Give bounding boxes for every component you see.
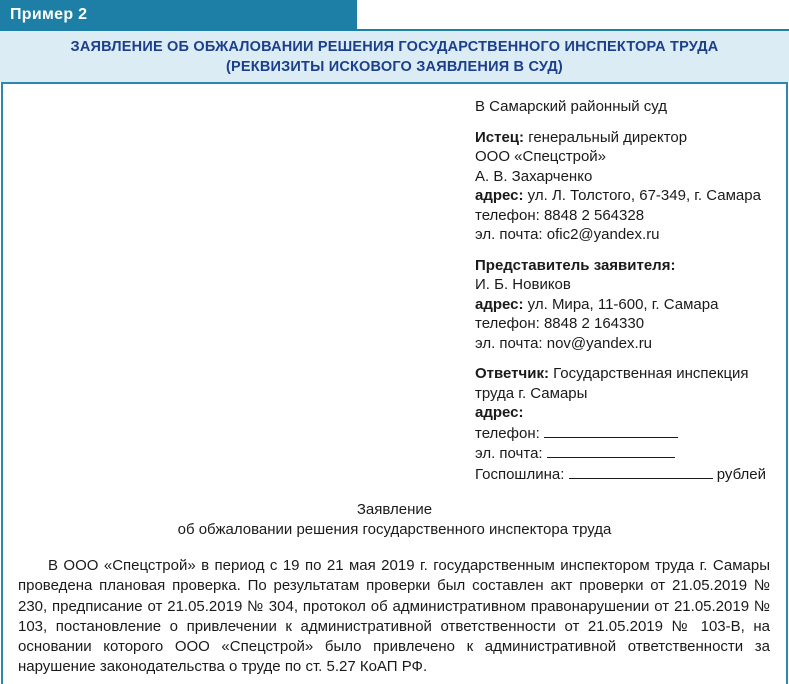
state-fee-label: Госпошлина: — [475, 465, 565, 483]
respondent-address-label: адрес: — [475, 404, 524, 421]
state-fee-unit: рублей — [716, 465, 766, 483]
respondent-email-line — [475, 443, 775, 464]
representative-email: эл. почта: nov@yandex.ru — [475, 334, 653, 352]
respondent-phone-line — [475, 423, 775, 444]
plaintiff-position: генеральный директор — [524, 128, 688, 146]
statement-title — [0, 500, 789, 540]
respondent-line — [475, 364, 775, 384]
plaintiff-email: эл. почта: ofic2@yandex.ru — [475, 226, 660, 243]
respondent-email-label: эл. почта: — [475, 445, 543, 462]
plaintiff-label: Истец: — [475, 128, 525, 146]
representative-address — [475, 295, 775, 315]
court-name: В Самарский районный суд — [475, 98, 668, 115]
example-tab — [0, 0, 357, 29]
respondent-org-part1: Государственная инспекция — [548, 365, 749, 382]
statement-title-line1: Заявление — [356, 501, 433, 518]
plaintiff-name: А. В. Захарченко — [475, 167, 593, 185]
respondent-label: Ответчик: — [475, 365, 549, 382]
statement-title-line2: об обжаловании решения государственного инспектора труда — [177, 521, 612, 538]
representative-address-label: адрес: — [475, 295, 524, 313]
respondent-address-line — [475, 403, 775, 423]
plaintiff-phone: телефон: 8848 2 564328 — [475, 206, 645, 224]
plaintiff-company: ООО «Спецстрой» — [475, 148, 607, 165]
representative-address-value: ул. Мира, 11-600, г. Самара — [523, 295, 719, 313]
state-fee-blank — [569, 464, 713, 479]
respondent-phone-label: телефон: — [475, 424, 540, 442]
header-subtitle: (РЕКВИЗИТЫ ИСКОВОГО ЗАЯВЛЕНИЯ В СУД) — [226, 59, 563, 75]
statement-body: В ООО «Спецстрой» в период с 19 по 21 мая 2019 г. государственным инспектором труда г. Самары проведена плановая проверка. По результатам проверки был составлен акт проверки от 21.05.2019 № 230, предписание от 21.05.2019 № 304, протокол об административном правонарушении от 21.05.2019 № 103, постановление о привлечении к административной ответственности от 21.05.2019 № 103-В, на основании которого ООО «Спецстрой» было привлечено к административной ответственности за нарушение законодательства о труде по ст. 5.27 КоАП РФ. — [18, 557, 770, 676]
respondent-email-blank — [547, 443, 675, 458]
header-title: ЗАЯВЛЕНИЕ ОБ ОБЖАЛОВАНИИ РЕШЕНИЯ ГОСУДАРСТВЕННОГО ИНСПЕКТОРА ТРУДА — [70, 39, 719, 55]
respondent-org-part2: труда г. Самары — [475, 384, 588, 402]
respondent-phone-blank — [544, 423, 678, 438]
plaintiff-address-value: ул. Л. Толстого, 67-349, г. Самара — [523, 187, 761, 204]
plaintiff-line — [475, 128, 775, 148]
plaintiff-address — [475, 186, 775, 206]
plaintiff-address-label: адрес: — [475, 187, 524, 204]
state-fee-line — [475, 464, 775, 485]
representative-phone: телефон: 8848 2 164330 — [475, 315, 645, 332]
document-header — [0, 29, 789, 82]
representative-label: Представитель заявителя: — [475, 256, 676, 274]
representative-label-line — [475, 256, 775, 276]
representative-name: И. Б. Новиков — [475, 276, 571, 293]
example-tab-label: Пример 2 — [10, 6, 88, 23]
requisites-block — [475, 97, 775, 484]
